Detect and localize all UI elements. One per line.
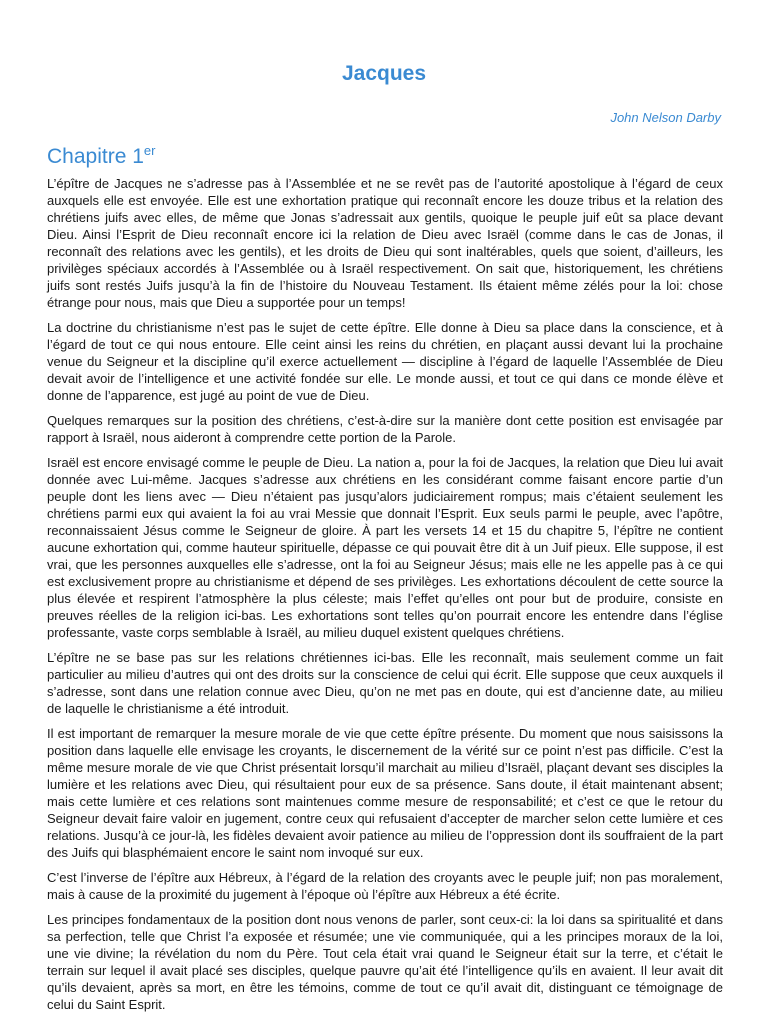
chapter-suffix: er — [143, 143, 156, 158]
paragraph: L’épître de Jacques ne s’adresse pas à l’Assemblée et ne se revêt pas de l’autorité apostolique à l’égard de ceux auxquels elle est envoyée. Elle est une exhortation pratique qui reconnaît encore les douze tribus et la relation des chrétiens juifs avec elles, de même que Jonas s’adressait aux gentils, quoique le peuple juif eût sa place devant Dieu. Ainsi l’Esprit de Dieu reconnaît encore ici la relation de Dieu avec Israël (comme dans le cas de Jonas, il reconnaît des relations avec les gentils), et les droits de Dieu qui sont inaltérables, quels que soient, d’ailleurs, les privilèges spéciaux accordés à l’Assemblée ou à Israël respectivement. On sait que, historiquement, les chrétiens juifs sont restés Juifs jusqu’à la fin de l’histoire du Nouveau Testament. Ils étaient même zélés pour la loi: chose étrange pour nous, mais que Dieu a supportée pour un temps! — [47, 176, 723, 310]
chapter-body — [47, 175, 723, 1021]
paragraph: Israël est encore envisagé comme le peuple de Dieu. La nation a, pour la foi de Jacques, la relation que Dieu lui avait donnée avec Lui-même. Jacques s’adresse aux chrétiens en les considérant comme faisant encore partie d’un peuple dont les liens avec — Dieu n’étaient pas jusqu’alors judiciairement rompus; mais c’étaient seulement les chrétiens parmi eux qui avaient la foi au vrai Messie que donnait l’Esprit. Eux seuls parmi le peuple, avec l’apôtre, reconnaissaient Jésus comme le Seigneur de gloire. À part les versets 14 et 15 du chapitre 5, l’épître ne contient aucune exhortation qui, comme hauteur spirituelle, dépasse ce qui pouvait être dit à un Juif pieux. Elle suppose, il est vrai, que les personnes auxquelles elle s’adresse, ont la foi au Seigneur Jésus; mais elle ne les appelle pas à ce qui est exclusivement propre au christianisme et dépend de ses privilèges. Les exhortations découlent de cette source la plus élevée et respirent l’atmosphère la plus céleste; mais l’effet qu’elles ont pour but de produire, consiste en preuves réelles de la religion ici-bas. Les exhortations sont telles qu’on pourrait encore les entendre dans l’église professante, vaste corps semblable à Israël, au milieu duquel existent quelques chrétiens. — [47, 455, 723, 640]
document-title: Jacques — [341, 62, 427, 85]
paragraph: Les principes fondamentaux de la position dont nous venons de parler, sont ceux-ci: la loi dans sa spiritualité et dans sa perfection, telle que Christ l’a exposée et résumée; une vie communiquée, qui a les principes moraux de la loi, une vie divine; la révélation du nom du Père. Tout cela était vrai quand le Seigneur était sur la terre, et c’était le terrain sur lequel il avait placé ses disciples, quelque pauvre qu’ait été l’intelligence qu’ils en avaient. Il leur avait dit qu’ils devaient, après sa mort, en être les témoins, comme de tout ce qu’il avait dit, distinguant ce témoignage de celui du Saint Esprit. — [47, 912, 723, 1012]
paragraph: C’est l’inverse de l’épître aux Hébreux, à l’égard de la relation des croyants avec le peuple juif; non pas moralement, mais à cause de la proximité du jugement à l’époque où l’épître aux Hébreux a été écrite. — [47, 870, 723, 902]
paragraph: L’épître ne se base pas sur les relations chrétiennes ici-bas. Elle les reconnaît, mais seulement comme un fait particulier au milieu d’autres qui ont des droits sur la conscience de celui qui écrit. Elle suppose que ceux auxquels il s’adresse, sont dans une relation connue avec Dieu, qu’on ne met pas en doute, qui est d’ancienne date, au milieu de laquelle le christianisme a été introduit. — [47, 650, 723, 716]
paragraph: La doctrine du christianisme n’est pas le sujet de cette épître. Elle donne à Dieu sa place dans la conscience, et à l’égard de tout ce qui nous entoure. Elle ceint ainsi les reins du chrétien, en plaçant aussi devant lui la prochaine venue du Seigneur et la discipline qu’il exerce actuellement — discipline à l’égard de laquelle l’Assemblée de Dieu devait avoir de l’intelligence et une activité fondée sur elle. Le monde aussi, et tout ce qui dans ce monde élève et donne de l’apparence, est jugé au point de vue de Dieu. — [47, 320, 723, 403]
document-author: John Nelson Darby — [610, 110, 721, 125]
paragraph: Il est important de remarquer la mesure morale de vie que cette épître présente. Du moment que nous saisissons la position dans laquelle elle envisage les croyants, le discernement de la vérité sur ce point n’est pas difficile. C’est la même mesure morale de vie que Christ présentait lorsqu’il marchait au milieu d’Israël, plaçant devant ses disciples la lumière et les relations avec Dieu, qui résultaient pour eux de sa présence. Sans doute, il était maintenant absent; mais cette lumière et ces relations sont maintenues comme mesure de responsabilité; et c’est ce que le retour du Seigneur devait faire valoir en jugement, contre ceux qui refusaient d’accepter de marcher selon cette lumière et ces relations. Jusqu’à ce jour-là, les fidèles devaient avoir patience au milieu de l’oppression dont ils souffraient de la part des Juifs qui blasphémaient encore le saint nom invoqué sur eux. — [47, 726, 723, 860]
chapter-heading — [47, 145, 155, 169]
paragraph: Quelques remarques sur la position des chrétiens, c’est-à-dire sur la manière dont cette position est envisagée par rapport à Israël, nous aideront à comprendre cette portion de la Parole. — [47, 413, 723, 445]
chapter-label: Chapitre 1 — [47, 145, 144, 168]
